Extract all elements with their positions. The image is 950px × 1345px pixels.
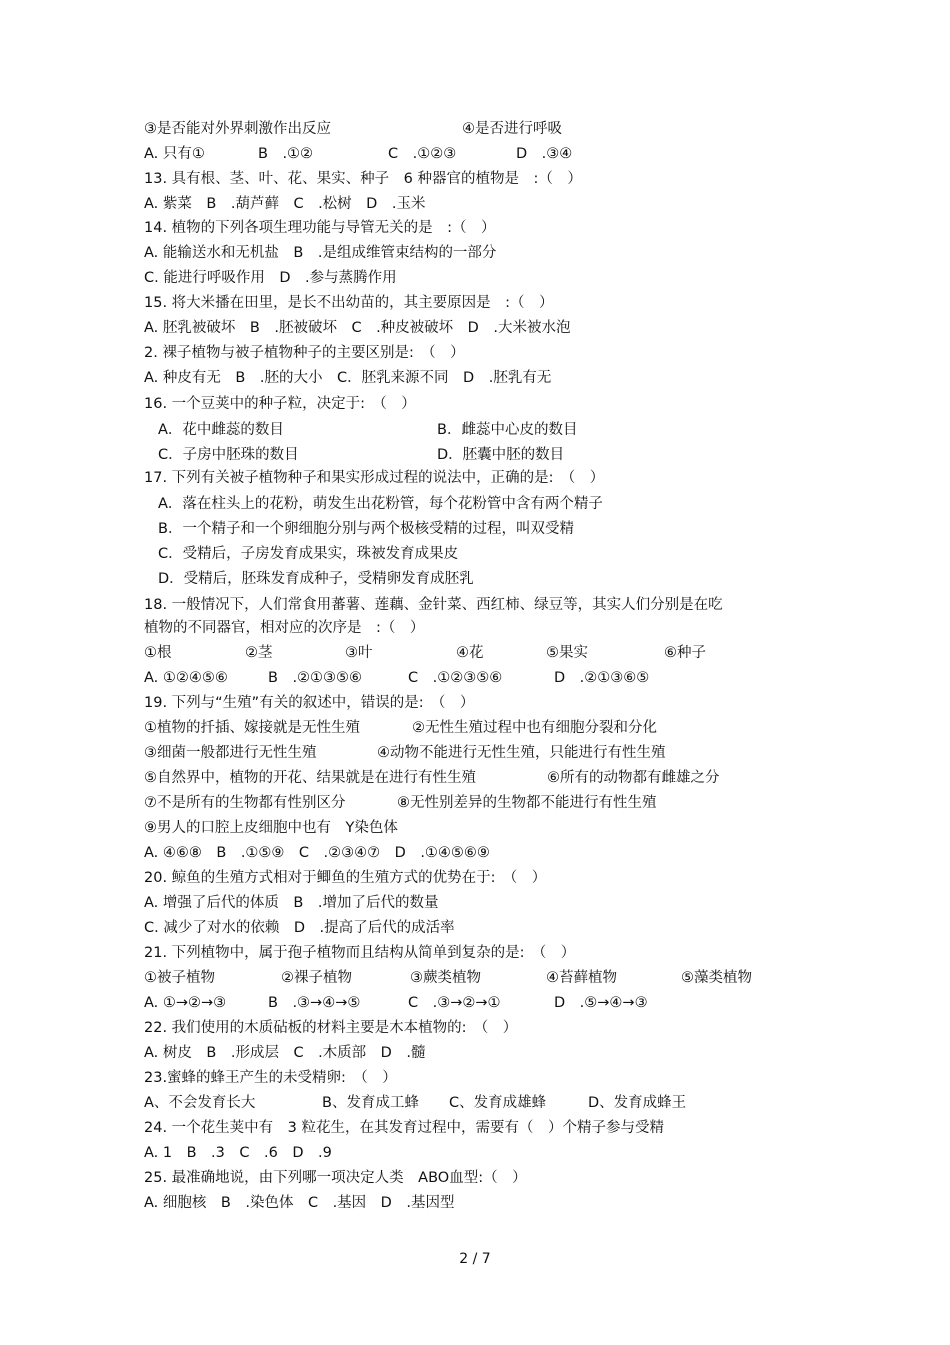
- text-segment: ⑥所有的动物都有雌雄之分: [547, 770, 720, 786]
- text-segment: C .①②③: [388, 146, 457, 162]
- text-segment: ④花: [456, 645, 484, 661]
- text-segment: D．受精后，胚珠发育成种子，受精卵发育成胚乳: [158, 571, 474, 587]
- text-segment: ①植物的扦插、嫁接就是无性生殖: [144, 720, 360, 736]
- text-segment: 16. 一个豆荚中的种子粒，决定于: （ ）: [144, 396, 416, 412]
- text-segment: ②裸子植物: [281, 970, 352, 986]
- text-segment: A、不会发育长大: [144, 1095, 256, 1111]
- text-segment: A. ④⑥⑧ B .①⑤⑨ C .②③④⑦ D .①④⑤⑥⑨: [144, 845, 490, 861]
- text-segment: ④苔藓植物: [546, 970, 617, 986]
- text-segment: A. ①→②→③: [144, 995, 227, 1011]
- text-segment: C．受精后，子房发育成果实，珠被发育成果皮: [158, 546, 459, 562]
- text-segment: A. 能输送水和无机盐 B .是组成维管束结构的一部分: [144, 245, 497, 261]
- text-segment: B．雌蕊中心皮的数目: [437, 422, 578, 438]
- text-segment: ⑤藻类植物: [681, 970, 752, 986]
- text-segment: A. 种皮有无 B .胚的大小 C．胚乳来源不同 D .胚乳有无: [144, 370, 552, 386]
- text-segment: 2. 裸子植物与被子植物种子的主要区别是: （ ）: [144, 345, 465, 361]
- text-segment: A. 树皮 B .形成层 C .木质部 D .髓: [144, 1045, 426, 1061]
- text-segment: A. 增强了后代的体质 B .增加了后代的数量: [144, 895, 439, 911]
- text-segment: ⑤自然界中，植物的开花、结果就是在进行有性生殖: [144, 770, 476, 786]
- text-segment: C、发育成雄蜂: [449, 1095, 547, 1111]
- text-segment: ③细菌一般都进行无性生殖: [144, 745, 317, 761]
- text-segment: A. 胚乳被破坏 B .胚被破坏 C .种皮被破坏 D .大米被水泡: [144, 320, 571, 336]
- text-segment: ③是否能对外界刺激作出反应: [144, 121, 331, 137]
- text-segment: A. 只有①: [144, 146, 205, 162]
- text-segment: D．胚囊中胚的数目: [437, 447, 565, 463]
- text-segment: D、发育成蜂王: [588, 1095, 687, 1111]
- text-segment: B、发育成工蜂: [322, 1095, 419, 1111]
- text-segment: 植物的不同器官，相对应的次序是 :（ ）: [144, 620, 425, 636]
- text-segment: ⑨男人的口腔上皮细胞中也有 Y染色体: [144, 820, 398, 836]
- text-segment: ③蕨类植物: [410, 970, 481, 986]
- text-segment: B .①②: [258, 146, 314, 162]
- text-segment: ⑦不是所有的生物都有性别区分: [144, 795, 346, 811]
- text-segment: ③叶: [345, 645, 373, 661]
- text-segment: ⑥种子: [664, 645, 706, 661]
- text-segment: D .③④: [516, 146, 573, 162]
- text-segment: A. 1 B .3 C .6 D .9: [144, 1145, 332, 1161]
- text-segment: D .⑤→④→③: [554, 995, 648, 1011]
- text-segment: A．落在柱头上的花粉，萌发生出花粉管，每个花粉管中含有两个精子: [158, 496, 603, 512]
- text-segment: C．子房中胚珠的数目: [158, 447, 299, 463]
- text-segment: ④动物不能进行无性生殖，只能进行有性生殖: [377, 745, 666, 761]
- text-segment: A．花中雌蕊的数目: [158, 422, 284, 438]
- page-number: 2 / 7: [459, 1251, 491, 1267]
- text-segment: ④是否进行呼吸: [462, 121, 562, 137]
- text-segment: 25. 最准确地说，由下列哪一项决定人类 ABO血型:（ ）: [144, 1170, 527, 1186]
- text-segment: 13. 具有根、茎、叶、花、果实、种子 6 种器官的植物是 :（ ）: [144, 171, 582, 187]
- text-segment: C .①②③⑤⑥: [408, 670, 503, 686]
- text-segment: 21. 下列植物中，属于孢子植物而且结构从简单到复杂的是: （ ）: [144, 945, 576, 961]
- text-segment: 17. 下列有关被子植物种子和果实形成过程的说法中，正确的是: （ ）: [144, 470, 605, 486]
- text-segment: C. 减少了对水的依赖 D .提高了后代的成活率: [144, 920, 455, 936]
- text-segment: B .②①③⑤⑥: [268, 670, 363, 686]
- text-segment: B．一个精子和一个卵细胞分别与两个极核受精的过程，叫双受精: [158, 521, 574, 537]
- text-segment: A. 细胞核 B .染色体 C .基因 D .基因型: [144, 1195, 455, 1211]
- text-segment: C .③→②→①: [408, 995, 501, 1011]
- text-segment: ②茎: [245, 645, 273, 661]
- text-segment: 23.蜜蜂的蜂王产生的未受精卵: （ ）: [144, 1070, 397, 1086]
- text-segment: A. ①②④⑤⑥: [144, 670, 228, 686]
- text-segment: B .③→④→⑤: [268, 995, 361, 1011]
- text-segment: 15. 将大米播在田里，是长不出幼苗的，其主要原因是 :（ ）: [144, 295, 554, 311]
- text-segment: 18. 一般情况下，人们常食用蕃薯、莲藕、金针菜、西红柿、绿豆等，其实人们分别是在吃: [144, 597, 723, 613]
- text-segment: ②无性生殖过程中也有细胞分裂和分化: [412, 720, 657, 736]
- text-segment: 20. 鲸鱼的生殖方式相对于鲫鱼的生殖方式的优势在于: （ ）: [144, 870, 547, 886]
- text-segment: 14. 植物的下列各项生理功能与导管无关的是 :（ ）: [144, 220, 496, 236]
- text-segment: ⑧无性别差异的生物都不能进行有性生殖: [397, 795, 657, 811]
- text-segment: 19. 下列与“生殖”有关的叙述中，错误的是: （ ）: [144, 695, 475, 711]
- text-segment: 24. 一个花生荚中有 3 粒花生，在其发育过程中，需要有（ ）个精子参与受精: [144, 1120, 665, 1136]
- text-segment: A. 紫菜 B .葫芦藓 C .松树 D .玉米: [144, 196, 426, 212]
- text-segment: ①被子植物: [144, 970, 215, 986]
- text-segment: C. 能进行呼吸作用 D .参与蒸腾作用: [144, 270, 397, 286]
- text-segment: 22. 我们使用的木质砧板的材料主要是木本植物的: （ ）: [144, 1020, 518, 1036]
- text-segment: D .②①③⑥⑤: [554, 670, 650, 686]
- text-segment: ①根: [144, 645, 172, 661]
- text-segment: ⑤果实: [546, 645, 588, 661]
